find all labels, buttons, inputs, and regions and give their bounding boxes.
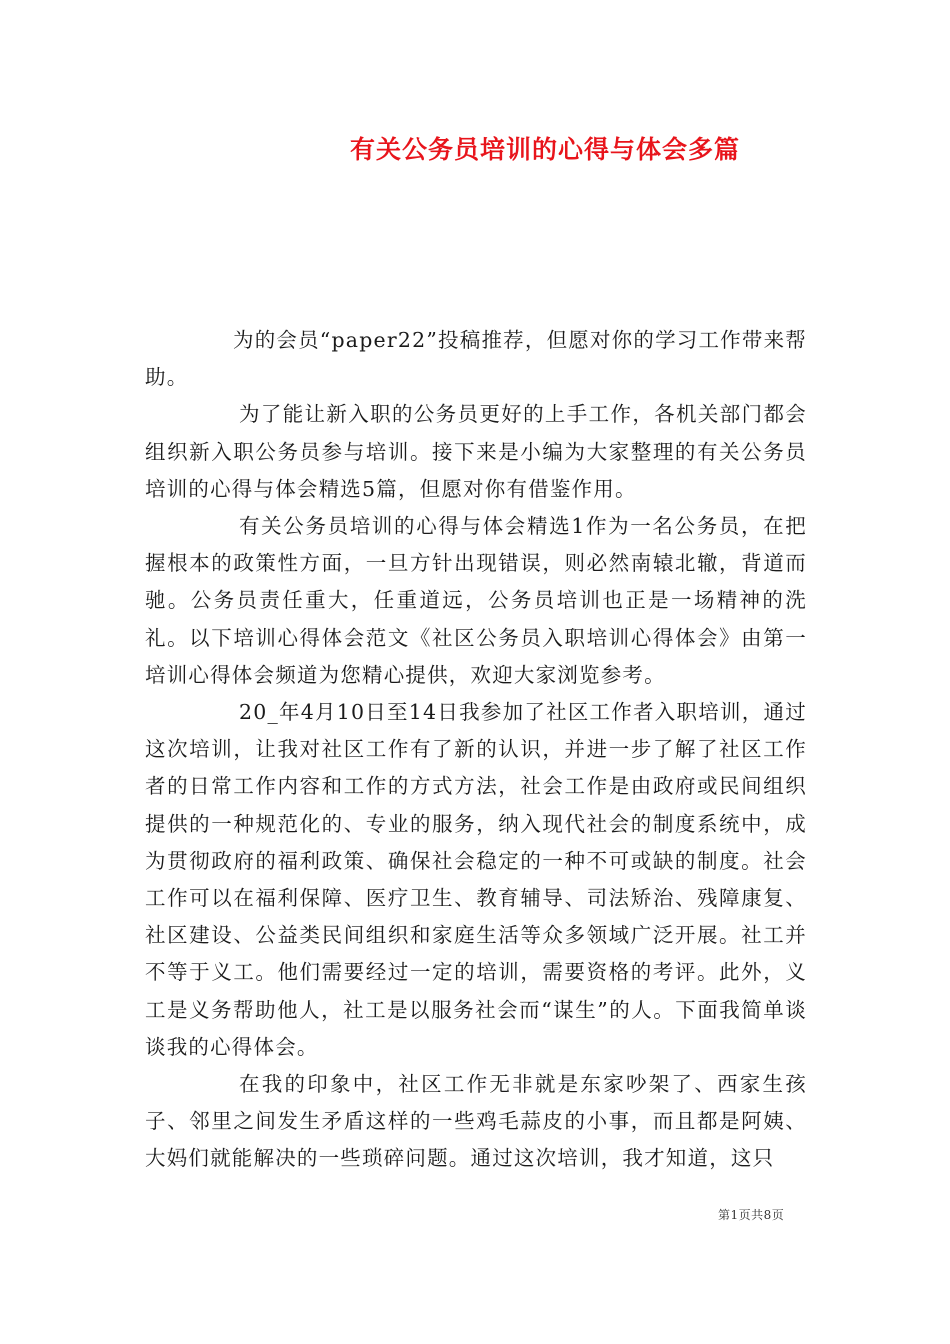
- paragraph-intro: 为的会员“paper22”投稿推荐，但愿对你的学习工作带来帮助。: [145, 328, 807, 390]
- paragraph-impression: 在我的印象中，社区工作无非就是东家吵架了、西家生孩子、邻里之间发生矛盾这样的一些鸡毛蒜皮的小事，而且都是阿姨、大妈们就能解决的一些琐碎问题。通过这次培训，我才知道，这只: [145, 1072, 807, 1171]
- paragraph-overview: 为了能让新入职的公务员更好的上手工作，各机关部门都会组织新入职公务员参与培训。接下来是小编为大家整理的有关公务员培训的心得与体会精选5篇，但愿对你有借鉴作用。: [145, 402, 807, 501]
- page-number-footer: 第1页共8页: [718, 1208, 785, 1222]
- paragraph-training-dates: 20_年4月10日至14日我参加了社区工作者入职培训，通过这次培训，让我对社区工作有了新的认识，并进一步了解了社区工作者的日常工作内容和工作的方式方法，社会工作是由政府或民间组织提供的一种规范化的、专业的服务，纳入现代社会的制度系统中，成为贯彻政府的福利政策、确保社会稳定的一种不可或缺的制度。社会工作可以在福利保障、医疗卫生、教育辅导、司法矫治、残障康复、社区建设、公益类民间组织和家庭生活等众多领域广泛开展。社工并不等于义工。他们需要经过一定的培训，需要资格的考评。此外，义工是义务帮助他人，社工是以服务社会而“谋生”的人。下面我简单谈谈我的心得体会。: [145, 700, 807, 1059]
- paragraph-essay-1-intro: 有关公务员培训的心得与体会精选1作为一名公务员，在把握根本的政策性方面，一旦方针出现错误，则必然南辕北辙，背道而驰。公务员责任重大，任重道远，公务员培训也正是一场精神的洗礼。以下培训心得体会范文《社区公务员入职培训心得体会》由第一培训心得体会频道为您精心提供，欢迎大家浏览参考。: [145, 514, 807, 687]
- document-title: 有关公务员培训的心得与体会多篇: [349, 135, 740, 164]
- document-body: [145, 322, 807, 1178]
